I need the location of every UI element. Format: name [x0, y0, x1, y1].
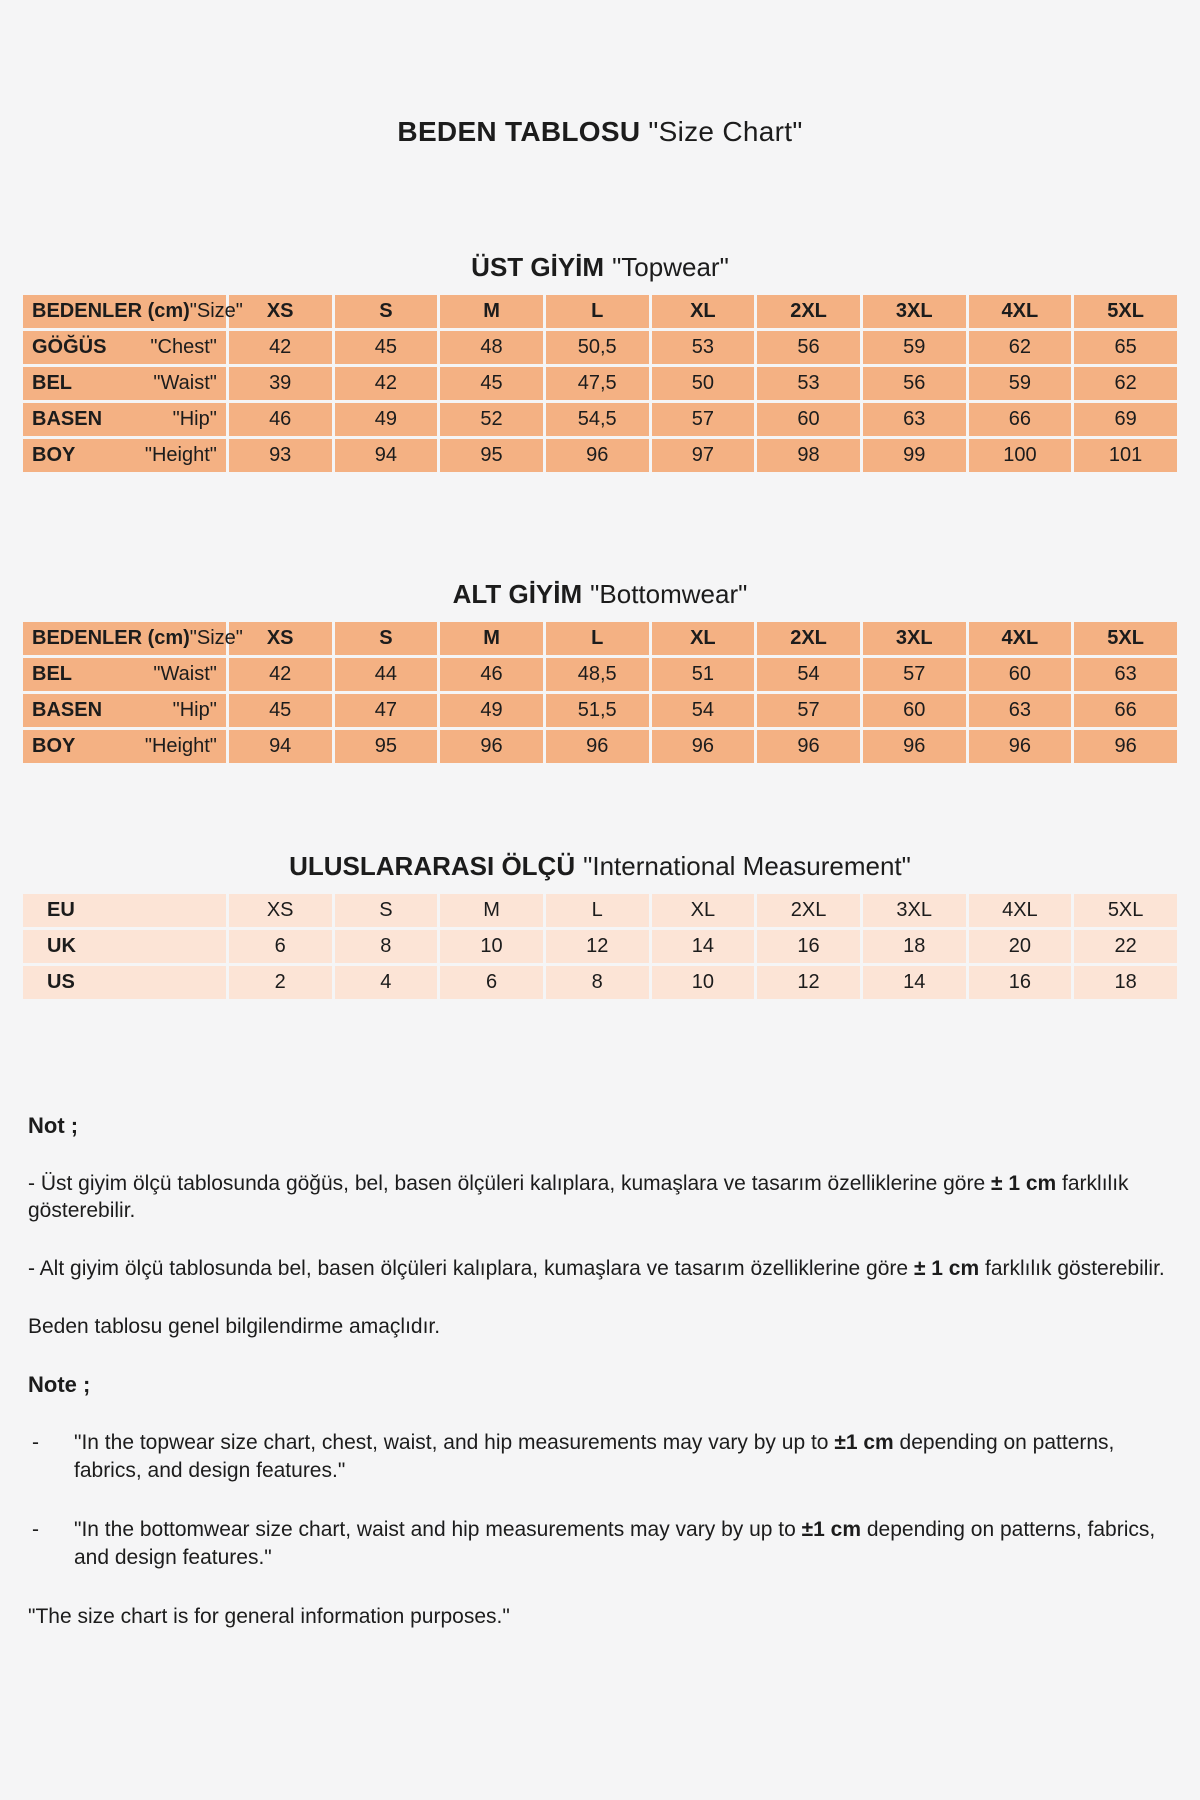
international-size-table: [20, 891, 1180, 1002]
size-value-cell: 18: [1074, 966, 1177, 999]
size-header-cell: L: [546, 622, 649, 655]
note-paragraph: [28, 1603, 1172, 1630]
size-header-cell: S: [335, 295, 438, 328]
row-label-cell: [23, 331, 226, 364]
page-title-quote: "Size Chart": [648, 116, 803, 147]
row-label-cell: [23, 367, 226, 400]
size-value-cell: 96: [546, 439, 649, 472]
note-paragraph: [28, 1516, 1172, 1572]
topwear-size-table: [20, 292, 1180, 475]
size-value-cell: 54,5: [546, 403, 649, 436]
size-value-cell: 47,5: [546, 367, 649, 400]
note-paragraph: [28, 1170, 1172, 1224]
size-value-cell: 39: [229, 367, 332, 400]
size-header-cell: M: [440, 622, 543, 655]
size-value-cell: 44: [335, 658, 438, 691]
note-heading: [28, 1371, 1172, 1398]
table-row: [23, 730, 1177, 763]
note-heading: [28, 1112, 1172, 1139]
bottomwear-table: [20, 619, 1180, 766]
note-bold-text: Not ;: [28, 1113, 79, 1138]
international-table: [20, 891, 1180, 1002]
section-heading-topwear-bold: ÜST GİYİM: [471, 252, 605, 282]
size-header-cell: XL: [652, 295, 755, 328]
section-heading-international-quote: "International Measurement": [583, 851, 911, 881]
size-value-cell: 49: [335, 403, 438, 436]
size-value-cell: 63: [863, 403, 966, 436]
note-text: - Alt giyim ölçü tablosunda bel, basen ölçüleri kalıplara, kumaşlara ve tasarım özelliklerine göre: [28, 1257, 914, 1280]
note-text: "In the topwear size chart, chest, waist, and hip measurements may vary by up to: [74, 1431, 835, 1454]
size-value-cell: 94: [335, 439, 438, 472]
table-row: [23, 894, 1177, 927]
size-header-cell: 5XL: [1074, 295, 1177, 328]
row-label-english: "Size": [189, 300, 243, 322]
row-label-turkish: BASEN: [32, 408, 103, 430]
size-value-cell: 53: [652, 331, 755, 364]
size-value-cell: 47: [335, 694, 438, 727]
section-heading-topwear: [20, 252, 1180, 283]
note-bold-text: ±1 cm: [801, 1518, 862, 1541]
row-label-turkish: BEDENLER (cm): [32, 300, 190, 322]
row-label-turkish: BASEN: [32, 699, 103, 721]
row-label-english: "Waist": [153, 372, 217, 394]
size-value-cell: 45: [335, 331, 438, 364]
note-text: "In the bottomwear size chart, waist and hip measurements may vary by up to: [74, 1518, 802, 1541]
size-value-cell: 96: [546, 730, 649, 763]
size-value-cell: 66: [1074, 694, 1177, 727]
size-value-cell: 50,5: [546, 331, 649, 364]
size-header-cell: XL: [652, 622, 755, 655]
size-header-cell: 2XL: [757, 295, 860, 328]
note-text: depending on patterns, fabrics, and design features.": [74, 1431, 1115, 1482]
size-value-cell: 100: [969, 439, 1072, 472]
size-value-cell: 48: [440, 331, 543, 364]
size-value-cell: 65: [1074, 331, 1177, 364]
size-value-cell: 57: [757, 694, 860, 727]
note-text: "The size chart is for general information purposes.": [28, 1605, 510, 1628]
size-value-cell: 48,5: [546, 658, 649, 691]
size-value-cell: 3XL: [863, 894, 966, 927]
row-label-turkish: BOY: [32, 444, 76, 466]
size-value-cell: 12: [757, 966, 860, 999]
size-value-cell: 56: [863, 367, 966, 400]
note-bold-text: ± 1 cm: [990, 1172, 1057, 1195]
size-value-cell: 45: [440, 367, 543, 400]
size-value-cell: 42: [229, 658, 332, 691]
size-value-cell: 46: [229, 403, 332, 436]
row-label-turkish: BEL: [32, 372, 72, 394]
size-value-cell: 4: [335, 966, 438, 999]
size-value-cell: 98: [757, 439, 860, 472]
row-label-english: "Hip": [172, 408, 217, 430]
page-title-bold: BEDEN TABLOSU: [397, 116, 641, 147]
size-value-cell: 6: [440, 966, 543, 999]
size-value-cell: 63: [1074, 658, 1177, 691]
table-row: [23, 331, 1177, 364]
size-header-row: [23, 622, 1177, 655]
section-heading-bottomwear: [20, 579, 1180, 610]
note-paragraph: [28, 1313, 1172, 1340]
size-value-cell: 63: [969, 694, 1072, 727]
size-value-cell: 101: [1074, 439, 1177, 472]
size-value-cell: 49: [440, 694, 543, 727]
size-value-cell: 45: [229, 694, 332, 727]
size-value-cell: 94: [229, 730, 332, 763]
size-value-cell: 42: [335, 367, 438, 400]
note-text: depending on patterns, fabrics, and design features.": [74, 1518, 1156, 1569]
size-header-cell: S: [335, 622, 438, 655]
row-label-turkish: BEL: [32, 663, 72, 685]
size-header-cell: 4XL: [969, 622, 1072, 655]
size-value-cell: 96: [652, 730, 755, 763]
size-value-cell: 51: [652, 658, 755, 691]
size-value-cell: 60: [757, 403, 860, 436]
size-value-cell: 96: [440, 730, 543, 763]
size-value-cell: 53: [757, 367, 860, 400]
size-header-cell: 3XL: [863, 295, 966, 328]
row-label-cell: [23, 966, 226, 999]
table-row: [23, 403, 1177, 436]
size-header-cell: XS: [229, 622, 332, 655]
size-value-cell: 8: [335, 930, 438, 963]
size-value-cell: 12: [546, 930, 649, 963]
size-value-cell: 18: [863, 930, 966, 963]
size-value-cell: 52: [440, 403, 543, 436]
bullet-body: [74, 1429, 1172, 1485]
row-label-english: "Hip": [172, 699, 217, 721]
size-value-cell: 42: [229, 331, 332, 364]
row-label-cell: [23, 403, 226, 436]
size-value-cell: 95: [335, 730, 438, 763]
note-bold-text: ± 1 cm: [913, 1257, 980, 1280]
row-label-cell: [23, 730, 226, 763]
size-value-cell: S: [335, 894, 438, 927]
size-value-cell: 95: [440, 439, 543, 472]
row-label-cell: [23, 439, 226, 472]
note-text: farklılık gösterebilir.: [979, 1257, 1165, 1280]
size-value-cell: 93: [229, 439, 332, 472]
size-value-cell: 2XL: [757, 894, 860, 927]
size-value-cell: 5XL: [1074, 894, 1177, 927]
size-value-cell: 59: [969, 367, 1072, 400]
size-value-cell: 59: [863, 331, 966, 364]
row-label-turkish: BOY: [32, 735, 76, 757]
size-value-cell: 54: [652, 694, 755, 727]
size-value-cell: 14: [652, 930, 755, 963]
row-label-english: "Height": [144, 444, 217, 466]
row-label-cell: [23, 694, 226, 727]
table-row: [23, 930, 1177, 963]
size-value-cell: 51,5: [546, 694, 649, 727]
size-value-cell: 96: [863, 730, 966, 763]
size-value-cell: 66: [969, 403, 1072, 436]
section-heading-bottomwear-quote: "Bottomwear": [590, 579, 748, 609]
section-heading-bottomwear-bold: ALT GİYİM: [452, 579, 583, 609]
row-label-english: "Chest": [150, 336, 217, 358]
table-row: [23, 694, 1177, 727]
size-value-cell: XS: [229, 894, 332, 927]
size-value-cell: 10: [652, 966, 755, 999]
size-value-cell: M: [440, 894, 543, 927]
row-label-cell: [23, 930, 226, 963]
row-label-english: "Waist": [153, 663, 217, 685]
page-title: [20, 0, 1180, 148]
note-bold-text: Note ;: [28, 1372, 91, 1397]
row-label-turkish: EU: [47, 899, 75, 921]
size-value-cell: 62: [1074, 367, 1177, 400]
row-label-cell: [23, 658, 226, 691]
size-value-cell: 69: [1074, 403, 1177, 436]
section-heading-topwear-quote: "Topwear": [612, 252, 729, 282]
row-label-cell: [23, 894, 226, 927]
row-label-cell: [23, 295, 243, 328]
section-heading-international-bold: ULUSLARARASI ÖLÇÜ: [289, 851, 576, 881]
bullet-marker: -: [32, 1518, 39, 1541]
table-row: [23, 367, 1177, 400]
size-value-cell: 96: [969, 730, 1072, 763]
size-value-cell: XL: [652, 894, 755, 927]
size-value-cell: 54: [757, 658, 860, 691]
bullet-marker: -: [32, 1431, 39, 1454]
table-row: [23, 966, 1177, 999]
table-row: [23, 658, 1177, 691]
row-label-turkish: US: [47, 971, 75, 993]
size-value-cell: 96: [757, 730, 860, 763]
size-value-cell: 6: [229, 930, 332, 963]
note-paragraph: [28, 1429, 1172, 1485]
size-value-cell: 56: [757, 331, 860, 364]
bottomwear-size-table: [20, 619, 1180, 766]
note-text: - Üst giyim ölçü tablosunda göğüs, bel, basen ölçüleri kalıplara, kumaşlara ve tasarım özelliklerine göre: [28, 1172, 991, 1195]
row-label-cell: [23, 622, 243, 655]
size-value-cell: 60: [863, 694, 966, 727]
note-bold-text: ±1 cm: [834, 1431, 894, 1454]
note-text: Beden tablosu genel bilgilendirme amaçlıdır.: [28, 1315, 441, 1338]
size-value-cell: 10: [440, 930, 543, 963]
size-value-cell: 57: [652, 403, 755, 436]
size-header-row: [23, 295, 1177, 328]
size-value-cell: 20: [969, 930, 1072, 963]
table-row: [23, 439, 1177, 472]
size-header-cell: 4XL: [969, 295, 1072, 328]
size-value-cell: 8: [546, 966, 649, 999]
bullet-body: [74, 1516, 1172, 1572]
row-label-turkish: BEDENLER (cm): [32, 627, 190, 649]
size-value-cell: 62: [969, 331, 1072, 364]
size-header-cell: 2XL: [757, 622, 860, 655]
size-value-cell: 2: [229, 966, 332, 999]
size-value-cell: 22: [1074, 930, 1177, 963]
size-value-cell: 96: [1074, 730, 1177, 763]
size-value-cell: 16: [969, 966, 1072, 999]
size-value-cell: 97: [652, 439, 755, 472]
section-heading-international: [20, 851, 1180, 882]
size-value-cell: 57: [863, 658, 966, 691]
row-label-english: "Height": [144, 735, 217, 757]
size-header-cell: 5XL: [1074, 622, 1177, 655]
note-text: farklılık gösterebilir.: [28, 1172, 1129, 1222]
size-value-cell: 46: [440, 658, 543, 691]
row-label-turkish: UK: [47, 935, 76, 957]
size-value-cell: 60: [969, 658, 1072, 691]
size-value-cell: 16: [757, 930, 860, 963]
topwear-table: [20, 292, 1180, 475]
notes: [20, 1112, 1180, 1630]
size-value-cell: 4XL: [969, 894, 1072, 927]
note-paragraph: [28, 1255, 1172, 1282]
size-value-cell: L: [546, 894, 649, 927]
size-value-cell: 99: [863, 439, 966, 472]
size-header-cell: M: [440, 295, 543, 328]
size-header-cell: XS: [229, 295, 332, 328]
row-label-turkish: GÖĞÜS: [32, 336, 107, 358]
size-header-cell: L: [546, 295, 649, 328]
size-value-cell: 14: [863, 966, 966, 999]
size-value-cell: 50: [652, 367, 755, 400]
size-header-cell: 3XL: [863, 622, 966, 655]
row-label-english: "Size": [189, 627, 243, 649]
